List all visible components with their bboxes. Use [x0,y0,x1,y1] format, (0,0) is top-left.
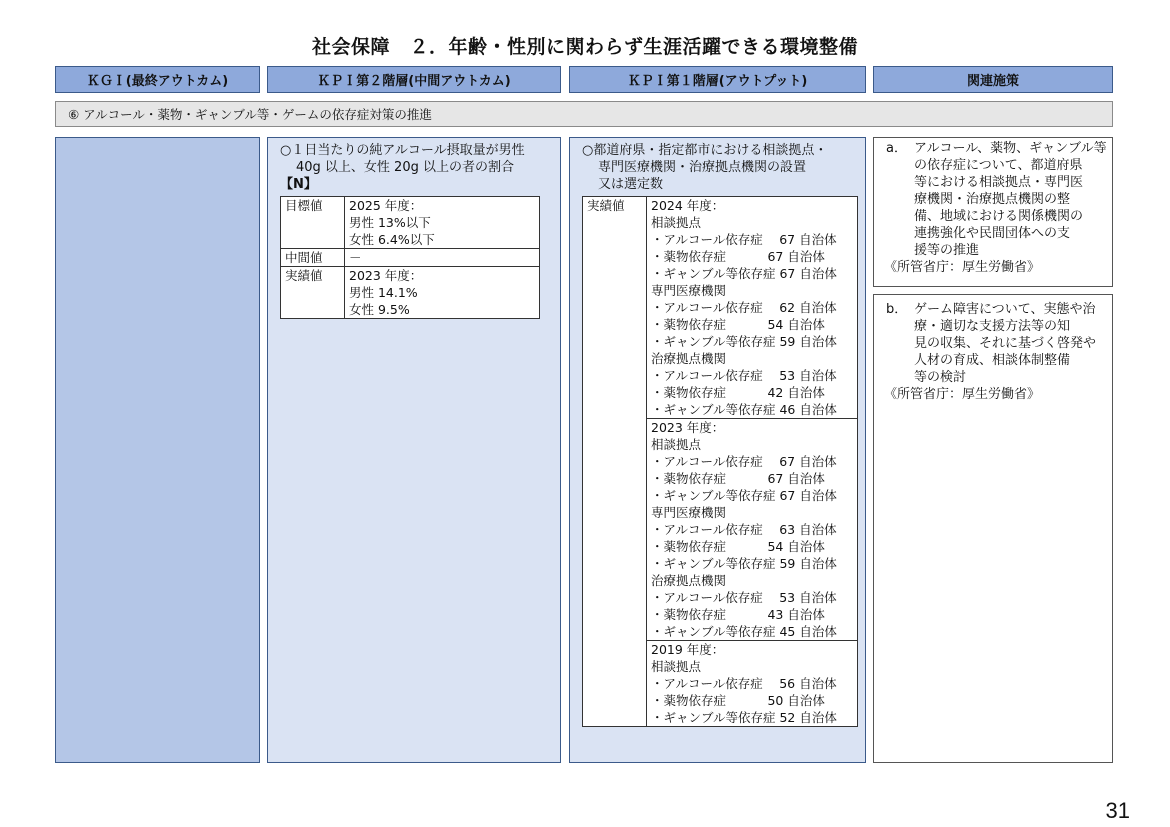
measure-line: 連携強化や民間団体への支 [914,226,1071,241]
value-line: 相談拠点 [651,215,702,230]
value-line: ・薬物依存症 67 自治体 [651,471,825,486]
value-line: 専門医療機関 [651,283,727,298]
measure-text [914,301,1112,386]
page-title: 社会保障 ２．年齢・性別に関わらず生涯活躍できる環境整備 [311,36,858,58]
measure-ministry: 《所管省庁：厚生労働省》 [884,387,1041,402]
kpi1-value-table [582,196,858,727]
value-line: ・アルコール依存症 62 自治体 [651,300,837,315]
section-title: ⑥ アルコール・薬物・ギャンブル等・ゲームの依存症対策の推進 [55,101,1113,127]
measure-a [873,137,1113,287]
value-line: ・薬物依存症 50 自治体 [651,693,825,708]
measure-line: ゲーム障害について、実態や治 [914,302,1096,317]
measure-mark: a． [886,141,907,156]
value-line: ・薬物依存症 67 自治体 [651,249,825,264]
value-line: 2025 年度： [349,198,423,213]
value-line: 治療拠点機関 [651,351,727,366]
measure-line: 人材の育成、相談体制整備 [914,353,1071,368]
header-kpi1: ＫＰＩ第１階層(アウトプット) [569,66,866,93]
value-line: 専門医療機関 [651,505,727,520]
value-line: ・ギャンブル等依存症 67 自治体 [651,266,837,281]
value-line: ・アルコール依存症 63 自治体 [651,522,837,537]
kpi2-title-line: 【N】 [280,177,317,192]
header-measures: 関連施策 [873,66,1113,93]
value-line: 女性 9.5% [349,302,410,317]
value-line: － [349,250,362,265]
fiscal-year-block [647,419,858,641]
kgi-column [55,137,260,763]
table-row [281,249,540,267]
measure-mark: b． [886,302,908,317]
value-line: 相談拠点 [651,659,702,674]
kpi1-title-line: 専門医療機関・治療拠点機関の設置 [598,160,807,175]
measure-line: 備、地域における関係機関の [914,209,1084,224]
value-line: 2024 年度： [651,198,725,213]
kpi1-title-line: ○都道府県・指定都市における相談拠点・ [582,143,828,158]
kpi2-column [267,137,561,763]
value-line: 相談拠点 [651,437,702,452]
row-label: 実績値 [583,197,647,727]
kpi2-value-table [280,196,540,319]
value-line: 男性 14.1% [349,285,418,300]
kpi1-title [582,142,862,193]
value-line: ・ギャンブル等依存症 67 自治体 [651,488,837,503]
value-line: 男性 13%以下 [349,215,431,230]
value-line: ・ギャンブル等依存症 45 自治体 [651,624,837,639]
measure-line: アルコール、薬物、ギャンブル等 [914,141,1107,156]
measure-line: 療機関・治療拠点機関の整 [914,192,1071,207]
measure-line: 等における相談拠点・専門医 [914,175,1084,190]
row-label: 実績値 [281,267,345,319]
measures-column [873,137,1113,763]
table-row [583,197,858,419]
row-label: 中間値 [281,249,345,267]
fiscal-year-block [647,641,858,727]
value-line: ・ギャンブル等依存症 59 自治体 [651,556,837,571]
measure-line: 療・適切な支援方法等の知 [914,319,1071,334]
fiscal-year-block [647,197,858,419]
row-value [345,249,540,267]
measure-line: の依存症について、都道府県 [914,158,1083,173]
value-line: 2019 年度： [651,642,725,657]
page-number: 31 [1105,798,1130,823]
row-value [345,197,540,249]
table-row [281,197,540,249]
value-line: 2023 年度： [349,268,423,283]
kpi1-column [569,137,866,763]
measure-b [873,294,1113,763]
kpi1-title-line: 又は選定数 [598,177,664,192]
value-line: ・アルコール依存症 67 自治体 [651,454,837,469]
value-line: ・ギャンブル等依存症 59 自治体 [651,334,837,349]
kpi2-title-line: 40g 以上、女性 20g 以上の者の割合 [296,160,514,175]
value-line: ・アルコール依存症 53 自治体 [651,368,837,383]
value-line: ・ギャンブル等依存症 52 自治体 [651,710,837,725]
measure-line: 見の収集、それに基づく啓発や [914,336,1097,351]
table-row [281,267,540,319]
value-line: ・薬物依存症 54 自治体 [651,317,825,332]
value-line: ・薬物依存症 43 自治体 [651,607,825,622]
header-kgi: ＫＧＩ(最終アウトカム) [55,66,260,93]
measure-line: 援等の推進 [914,243,980,258]
measure-text [914,140,1112,259]
row-value [345,267,540,319]
header-kpi2: ＫＰＩ第２階層(中間アウトカム) [267,66,561,93]
value-line: ・薬物依存症 42 自治体 [651,385,825,400]
value-line: ・アルコール依存症 67 自治体 [651,232,837,247]
row-label: 目標値 [281,197,345,249]
value-line: 治療拠点機関 [651,573,727,588]
measure-line: 等の検討 [914,370,967,385]
kpi2-title-line: ○１日当たりの純アルコール摂取量が男性 [280,143,525,158]
kpi2-title [280,142,560,193]
value-line: 2023 年度： [651,420,725,435]
value-line: ・アルコール依存症 56 自治体 [651,676,837,691]
value-line: ・アルコール依存症 53 自治体 [651,590,837,605]
value-line: ・薬物依存症 54 自治体 [651,539,825,554]
value-line: ・ギャンブル等依存症 46 自治体 [651,402,837,417]
measure-ministry: 《所管省庁：厚生労働省》 [884,260,1041,275]
value-line: 女性 6.4%以下 [349,232,435,247]
